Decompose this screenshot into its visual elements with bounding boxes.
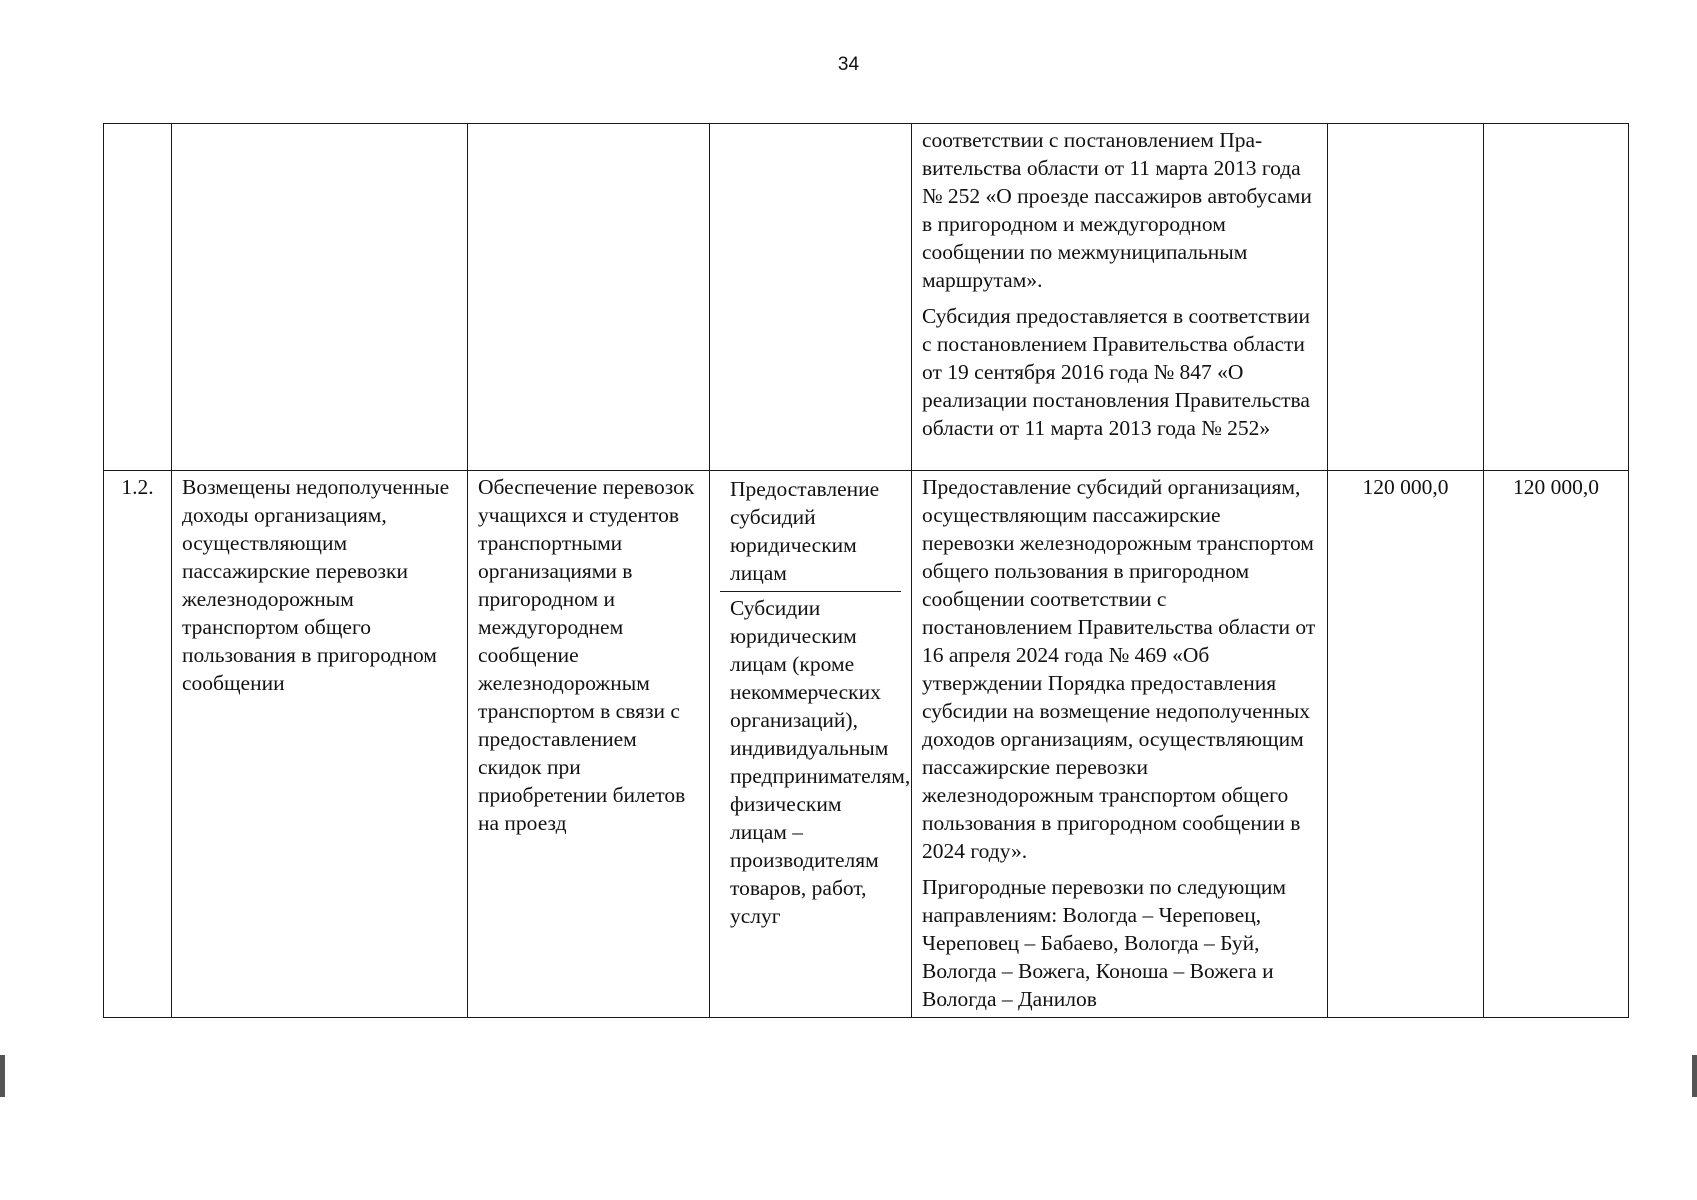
- result-cell: [172, 124, 468, 471]
- amount-cell-1: [1328, 124, 1484, 471]
- page-number: 34: [837, 54, 860, 75]
- direction-label: Предоставление субсидий юридическим лицам: [720, 473, 901, 592]
- amount-cell-2: 120 000,0: [1484, 471, 1629, 1018]
- direction-cell: [710, 124, 912, 471]
- description-paragraph: Предоставление субсидий организациям, осуществляющим пассажирские перевозки железнодорожным транспортом общего пользования в пригородном сообщении соответствии с постановлением Правительства области от 16 апреля 2024 года № 469 «Об утверждении Порядка предоставления субсидии на возмещение недополученных доходов организациям, осуществляющим пассажирские перевозки железнодорожным транспортом общего пользования в пригородном сообщении в 2024 году».: [922, 475, 1316, 863]
- description-cell: [912, 124, 1328, 471]
- subdirection-label: Субсидии юридическим лицам (кроме некоммерческих организаций), индивидуальным предпринимателям, физическим лицам – производителям товаров, работ, услуг: [730, 596, 911, 928]
- budget-table: [103, 123, 1629, 1018]
- direction-cell: [710, 471, 912, 1018]
- description-paragraph: Субсидия предоставляется в соответствии с постановлением Правительства области от 19 сентября 2016 года № 847 «О реализации постановления Правительства области от 11 марта 2013 года № 252»: [922, 304, 1310, 440]
- amount-cell-1: 120 000,0: [1328, 471, 1484, 1018]
- description-paragraph: Пригородные перевозки по следующим направлениям: Вологда – Череповец, Череповец – Бабаево, Вологда – Буй, Вологда – Вожега, Коноша – Вожега и Вологда – Данилов: [922, 875, 1286, 1011]
- task-cell: [468, 124, 710, 471]
- scan-edge-mark-right: [1692, 1055, 1697, 1097]
- table-row: [104, 471, 1629, 1018]
- description-cell: [912, 471, 1328, 1018]
- table-row: [104, 124, 1629, 471]
- row-number-cell: 1.2.: [104, 471, 172, 1018]
- description-paragraph: соответствии с постановлением Пра-вительства области от 11 марта 2013 года № 252 «О проезде пассажиров автобусами в пригородном и междугородном сообщении по межмуниципальным маршрутам».: [922, 128, 1312, 292]
- result-cell: Возмещены недополученные доходы организациям, осуществляющим пассажирские перевозки железнодорожным транспортом общего пользования в пригородном сообщении: [172, 471, 468, 1018]
- row-number-cell: [104, 124, 172, 471]
- amount-cell-2: [1484, 124, 1629, 471]
- task-cell: Обеспечение перевозок учащихся и студентов транспортными организациями в пригородном и междугороднем сообщение железнодорожным транспортом в связи с предоставлением скидок при приобретении билетов на проезд: [468, 471, 710, 1018]
- scan-edge-mark-left: [0, 1055, 5, 1097]
